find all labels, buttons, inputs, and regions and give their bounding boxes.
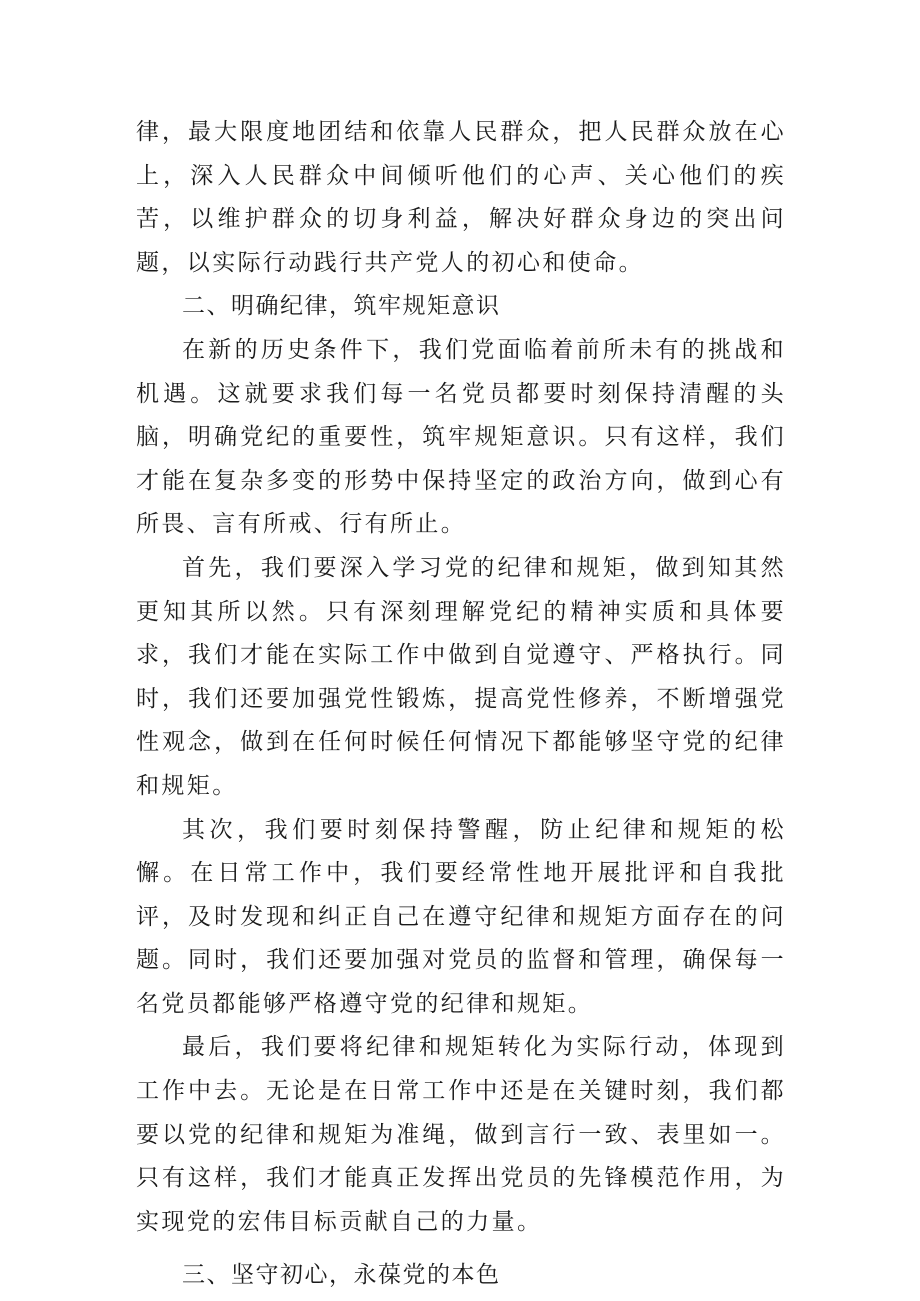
paragraph-second: 其次，我们要时刻保持警醒，防止纪律和规矩的松懈。在日常工作中，我们要经常性地开展批评和自我批评，及时发现和纠正自己在遵守纪律和规矩方面存在的问题。同时，我们还要加强对党员的监督和管理，确保每一名党员都能够严格遵守党的纪律和规矩。 [136,816,786,1017]
paragraph-continuation: 律，最大限度地团结和依靠人民群众，把人民群众放在心上，深入人民群众中间倾听他们的心声、关心他们的疾苦，以维护群众的切身利益，解决好群众身边的突出问题，以实际行动践行共产党人的初心和使命。 [136,119,786,276]
section-heading-3: 三、坚守初心，永葆党的本色 [182,1262,501,1289]
document-body [136,111,786,1298]
paragraph-last: 最后，我们要将纪律和规矩转化为实际行动，体现到工作中去。无论是在日常工作中还是在关键时刻，我们都要以党的纪律和规矩为准绳，做到言行一致、表里如一。只有这样，我们才能真正发挥出党员的先锋模范作用，为实现党的宏伟目标贡献自己的力量。 [136,1034,786,1235]
paragraph-first: 首先，我们要深入学习党的纪律和规矩，做到知其然更知其所以然。只有深刻理解党纪的精神实质和具体要求，我们才能在实际工作中做到自觉遵守、严格执行。同时，我们还要加强党性锻炼，提高党性修养，不断增强党性观念，做到在任何时候任何情况下都能够坚守党的纪律和规矩。 [136,554,786,799]
paragraph-discipline-intro: 在新的历史条件下，我们党面临着前所未有的挑战和机遇。这就要求我们每一名党员都要时刻保持清醒的头脑，明确党纪的重要性，筑牢规矩意识。只有这样，我们才能在复杂多变的形势中保持坚定的政治方向，做到心有所畏、言有所戒、行有所止。 [136,336,786,538]
section-heading-2: 二、明确纪律，筑牢规矩意识 [182,293,501,320]
